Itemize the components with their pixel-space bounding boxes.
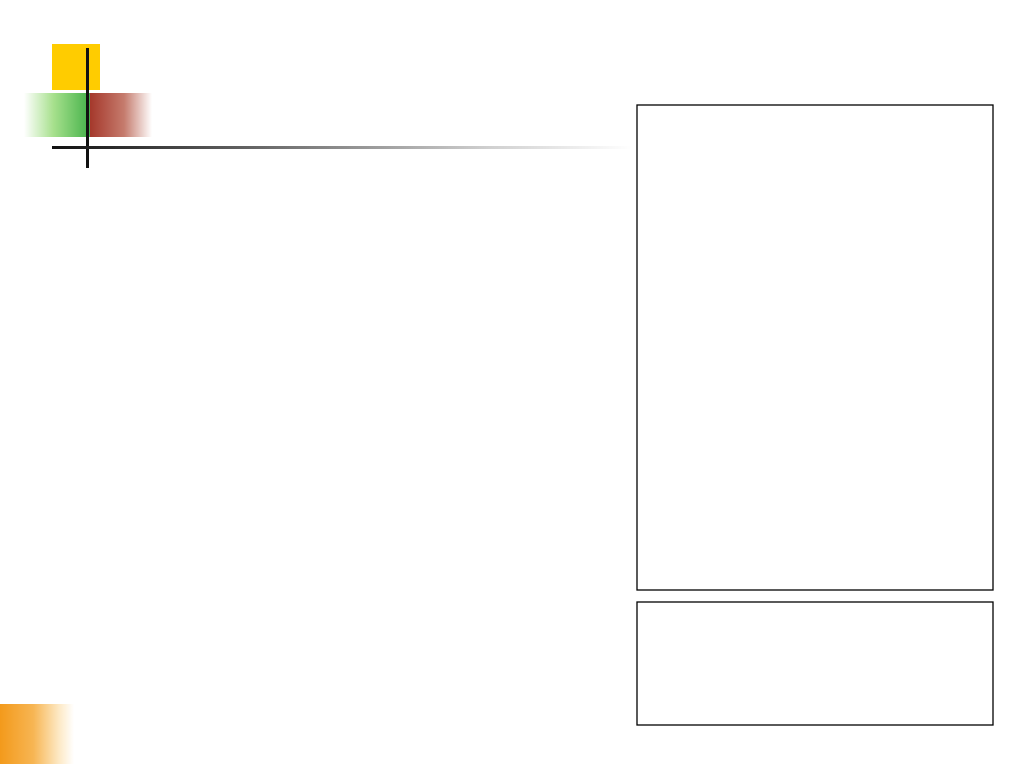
tally-form-scan [634, 80, 996, 730]
tally-table-border [637, 105, 993, 590]
title-decoration-vertical-line [86, 48, 89, 168]
title-decoration-yellow-square [52, 44, 100, 90]
heights-table-border [637, 602, 993, 725]
title-underline [52, 146, 632, 149]
title-decoration-green-bar [24, 93, 90, 137]
heights-table [637, 602, 993, 725]
page-number-badge [0, 704, 74, 764]
tally-table [637, 105, 993, 590]
title-decoration-red-bar [90, 93, 152, 137]
